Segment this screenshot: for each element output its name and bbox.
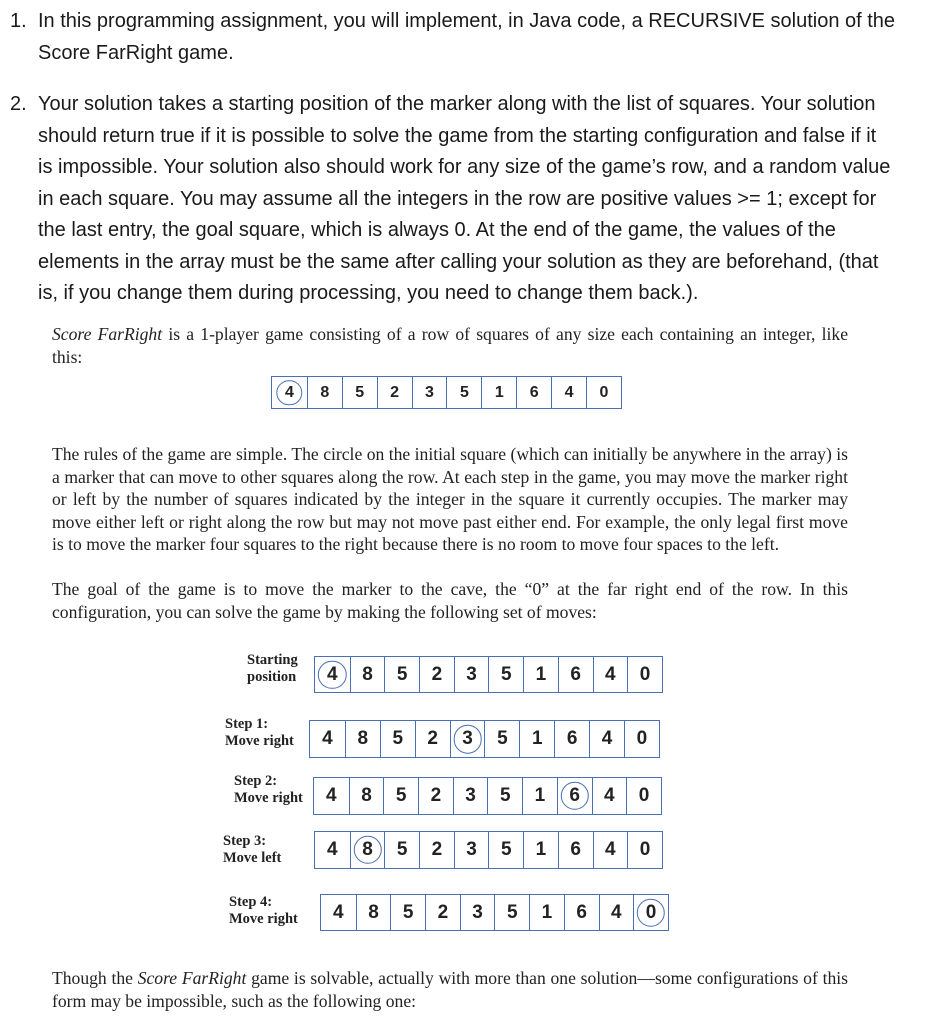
item-2-number: 2. bbox=[10, 93, 27, 115]
square-5: 3 bbox=[460, 895, 495, 930]
square-8: 6 bbox=[554, 721, 589, 757]
square-5: 3 bbox=[450, 721, 485, 757]
square-7: 1 bbox=[522, 778, 557, 814]
square-3: 5 bbox=[383, 778, 418, 814]
square-9: 4 bbox=[593, 657, 628, 692]
square-5: 3 bbox=[454, 657, 489, 692]
square-4: 2 bbox=[415, 721, 450, 757]
square-5: 3 bbox=[453, 778, 488, 814]
step-row-4 bbox=[320, 894, 669, 931]
step-label-4: Step 4: Move right bbox=[229, 894, 298, 927]
square-1: 4 bbox=[322, 728, 333, 749]
square-1: 4 bbox=[272, 377, 307, 408]
square-2: 8 bbox=[350, 657, 385, 692]
square-2: 8 bbox=[345, 721, 380, 757]
square-3: 5 bbox=[390, 895, 425, 930]
game-name: Score FarRight bbox=[52, 324, 163, 344]
intro-rest: is a 1-player game consisting of a row of squares of any size each containing an integer, like this: bbox=[52, 324, 849, 367]
square-9: 4 bbox=[589, 721, 624, 757]
square-4: 2 bbox=[419, 832, 454, 868]
square-6: 5 bbox=[484, 721, 519, 757]
square-2: 8 bbox=[349, 778, 384, 814]
step-row-3 bbox=[314, 831, 663, 869]
item-2-line-5: the last entry, the goal square, which is always 0. At the end of the game, the values of the bbox=[38, 219, 836, 241]
square-8: 6 bbox=[564, 895, 599, 930]
square-4: 2 bbox=[419, 657, 454, 692]
square-4: 2 bbox=[377, 377, 412, 408]
square-10: 0 bbox=[633, 895, 668, 930]
square-9: 4 bbox=[592, 778, 627, 814]
marker-circle bbox=[637, 898, 665, 926]
square-6: 5 bbox=[494, 895, 529, 930]
square-4: 2 bbox=[425, 895, 460, 930]
square-5: 3 bbox=[454, 832, 489, 868]
step-label-2: Step 2: Move right bbox=[234, 773, 303, 806]
square-6: 5 bbox=[488, 832, 523, 868]
step-label-3: Step 3: Move left bbox=[223, 833, 282, 866]
game-name-2: Score FarRight bbox=[137, 968, 247, 988]
step-row-2 bbox=[313, 777, 662, 815]
square-10: 0 bbox=[627, 657, 662, 692]
rules-paragraph: The rules of the game are simple. The circle on the initial square (which can initially be anywhere in the array) is a marker that can move to other squares along the row. At each step in the game, you may move the marker right or left by the number of squares indicated by the integer in the square it currently occupies. The marker may move either left or right along the row but may not move past either end. For example, the only legal first move is to move the marker four squares to the right because there is no room to move four spaces to the left. bbox=[52, 444, 848, 554]
square-7: 1 bbox=[519, 721, 554, 757]
step-row-0 bbox=[314, 656, 663, 693]
square-9: 4 bbox=[599, 895, 634, 930]
square-10: 0 bbox=[626, 778, 661, 814]
square-10: 0 bbox=[627, 832, 662, 868]
square-2: 8 bbox=[356, 895, 391, 930]
square-10: 0 bbox=[586, 377, 621, 408]
marker-circle bbox=[277, 380, 302, 405]
square-1: 4 bbox=[315, 657, 350, 692]
item-2-text bbox=[38, 89, 928, 310]
square-9: 4 bbox=[551, 377, 586, 408]
square-5: 3 bbox=[412, 377, 447, 408]
square-2: 8 bbox=[350, 832, 385, 868]
step-row-1 bbox=[309, 720, 660, 758]
square-10: 0 bbox=[624, 721, 659, 757]
square-6: 5 bbox=[488, 657, 523, 692]
square-7: 1 bbox=[523, 832, 558, 868]
square-3: 5 bbox=[342, 377, 377, 408]
square-7: 1 bbox=[529, 895, 564, 930]
square-8: 6 bbox=[557, 778, 592, 814]
square-1: 4 bbox=[326, 785, 337, 806]
goal-paragraph: The goal of the game is to move the marker to the cave, the “0” at the far right end of the row. In this configuration, you can solve the game by making the following set of moves: bbox=[52, 579, 848, 622]
square-6: 5 bbox=[487, 778, 522, 814]
item-1-line-1: In this programming assignment, you will implement, in Java code, a RECURSIVE solution of the bbox=[38, 10, 896, 32]
item-1-line-2: Score FarRight game. bbox=[38, 41, 234, 64]
square-8: 6 bbox=[558, 657, 593, 692]
example-row bbox=[271, 376, 622, 409]
closing-paragraph: Though the Score FarRight game is solvable, actually with more than one solution—some configurations of this form may be impossible, such as the following one: bbox=[52, 968, 848, 1011]
square-8: 6 bbox=[558, 832, 593, 868]
intro-paragraph bbox=[52, 323, 848, 368]
marker-circle bbox=[353, 836, 381, 864]
item-1-text bbox=[38, 6, 928, 69]
square-7: 1 bbox=[523, 657, 558, 692]
step-label-0: Starting position bbox=[247, 652, 298, 685]
item-2-line-1: Your solution takes a starting position of the marker along with the list of squares. Your solution bbox=[38, 93, 876, 115]
marker-circle bbox=[560, 782, 588, 810]
square-9: 4 bbox=[593, 832, 628, 868]
square-1: 4 bbox=[327, 839, 338, 860]
item-2-line-2: should return true if it is possible to solve the game from the starting configuration and false if it bbox=[38, 124, 877, 147]
square-1: 4 bbox=[333, 901, 344, 923]
square-2: 8 bbox=[307, 377, 342, 408]
item-1-number: 1. bbox=[10, 10, 27, 32]
square-6: 5 bbox=[446, 377, 481, 408]
marker-circle bbox=[453, 725, 482, 754]
square-3: 5 bbox=[380, 721, 415, 757]
square-7: 1 bbox=[481, 377, 516, 408]
square-3: 5 bbox=[384, 832, 419, 868]
marker-circle bbox=[318, 660, 346, 688]
square-4: 2 bbox=[418, 778, 453, 814]
step-label-1: Step 1: Move right bbox=[225, 716, 294, 749]
item-2-line-7: is, if you change them during processing, you need to change them back.). bbox=[38, 282, 699, 304]
square-3: 5 bbox=[384, 657, 419, 692]
square-8: 6 bbox=[516, 377, 551, 408]
item-2-line-4: in each square. You may assume all the integers in the row are positive values >= 1; except for bbox=[38, 187, 877, 210]
item-2-line-6: elements in the array must be the same after calling your solution as they are beforehand, (that bbox=[38, 250, 879, 273]
item-2-line-3: is impossible. Your solution also should work for any size of the game’s row, and a random value bbox=[38, 156, 891, 178]
